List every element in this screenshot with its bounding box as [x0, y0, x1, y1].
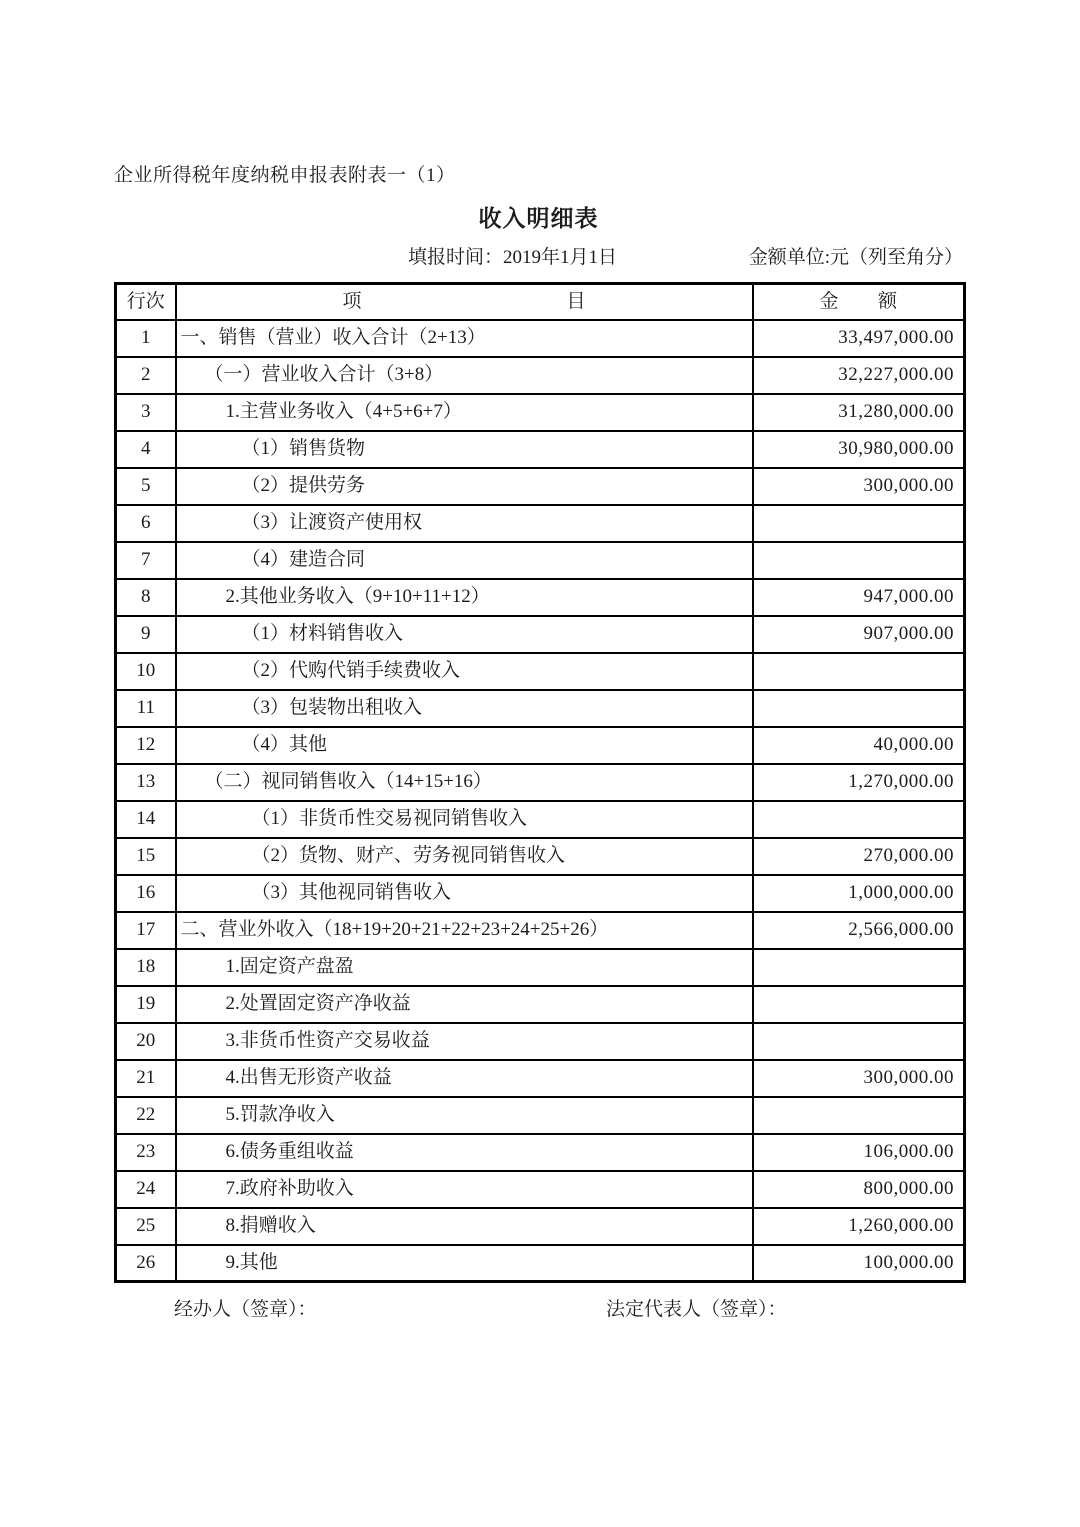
table-row — [116, 505, 965, 542]
page — [114, 163, 963, 1325]
table-row — [116, 727, 965, 764]
table-header-row — [116, 284, 965, 320]
header-item-label: 项目 — [342, 290, 586, 312]
row-item: （2）货物、财产、劳务视同销售收入 — [176, 838, 753, 875]
row-number: 26 — [116, 1245, 176, 1282]
row-item: 9.其他 — [176, 1245, 753, 1282]
row-amount: 300,000.00 — [753, 468, 965, 505]
row-amount — [753, 986, 965, 1023]
table-row — [116, 357, 965, 394]
row-number: 21 — [116, 1060, 176, 1097]
row-item: （1）销售货物 — [176, 431, 753, 468]
row-item: 1.固定资产盘盈 — [176, 949, 753, 986]
row-amount: 100,000.00 — [753, 1245, 965, 1282]
document-title: 收入明细表 — [478, 205, 599, 231]
table-row — [116, 690, 965, 727]
row-amount: 947,000.00 — [753, 579, 965, 616]
fill-date-label: 填报时间：2019年1月1日 — [408, 247, 618, 268]
row-item: 8.捐赠收入 — [176, 1208, 753, 1245]
table-row — [116, 764, 965, 801]
form-note: 企业所得税年度纳税申报表附表一（1） — [114, 165, 456, 186]
table-row — [116, 801, 965, 838]
row-number: 2 — [116, 357, 176, 394]
row-number: 7 — [116, 542, 176, 579]
row-item: 一、销售（营业）收入合计（2+13） — [176, 320, 753, 357]
row-number: 11 — [116, 690, 176, 727]
row-number: 4 — [116, 431, 176, 468]
row-number: 5 — [116, 468, 176, 505]
row-number: 1 — [116, 320, 176, 357]
row-amount: 270,000.00 — [753, 838, 965, 875]
table-row — [116, 949, 965, 986]
handler-signature-label: 经办人（签章）： — [174, 1299, 317, 1320]
table-row — [116, 1060, 965, 1097]
row-number: 20 — [116, 1023, 176, 1060]
row-amount — [753, 801, 965, 838]
row-number: 15 — [116, 838, 176, 875]
table-row — [116, 616, 965, 653]
table-row — [116, 912, 965, 949]
table-row — [116, 1023, 965, 1060]
row-amount: 31,280,000.00 — [753, 394, 965, 431]
header-amount-label: 金额 — [819, 290, 897, 312]
row-item: （3）包装物出租收入 — [176, 690, 753, 727]
table-row — [116, 1134, 965, 1171]
header-item — [176, 284, 753, 320]
row-amount — [753, 690, 965, 727]
row-amount: 106,000.00 — [753, 1134, 965, 1171]
table-row — [116, 1097, 965, 1134]
income-table-body — [116, 320, 965, 1282]
row-item: 2.其他业务收入（9+10+11+12） — [176, 579, 753, 616]
row-amount: 300,000.00 — [753, 1060, 965, 1097]
row-item: 7.政府补助收入 — [176, 1171, 753, 1208]
legal-representative-signature-label: 法定代表人（签章）： — [606, 1299, 787, 1320]
row-number: 13 — [116, 764, 176, 801]
row-number: 17 — [116, 912, 176, 949]
row-item: （二）视同销售收入（14+15+16） — [176, 764, 753, 801]
row-number: 10 — [116, 653, 176, 690]
row-amount — [753, 542, 965, 579]
row-number: 25 — [116, 1208, 176, 1245]
table-row — [116, 986, 965, 1023]
row-amount — [753, 949, 965, 986]
row-number: 23 — [116, 1134, 176, 1171]
row-amount: 1,270,000.00 — [753, 764, 965, 801]
row-item: （2）代购代销手续费收入 — [176, 653, 753, 690]
header-amount — [753, 284, 965, 320]
table-row — [116, 542, 965, 579]
row-item: （1）材料销售收入 — [176, 616, 753, 653]
row-item: 6.债务重组收益 — [176, 1134, 753, 1171]
table-row — [116, 579, 965, 616]
row-item: （2）提供劳务 — [176, 468, 753, 505]
row-item: 5.罚款净收入 — [176, 1097, 753, 1134]
row-amount: 800,000.00 — [753, 1171, 965, 1208]
row-number: 14 — [116, 801, 176, 838]
row-item: 2.处置固定资产净收益 — [176, 986, 753, 1023]
row-number: 6 — [116, 505, 176, 542]
row-amount: 33,497,000.00 — [753, 320, 965, 357]
table-row — [116, 653, 965, 690]
row-number: 16 — [116, 875, 176, 912]
row-amount: 1,260,000.00 — [753, 1208, 965, 1245]
row-item: （1）非货币性交易视同销售收入 — [176, 801, 753, 838]
row-item: （4）其他 — [176, 727, 753, 764]
meta-row — [114, 245, 963, 271]
table-row — [116, 320, 965, 357]
table-row — [116, 1171, 965, 1208]
row-item: 4.出售无形资产收益 — [176, 1060, 753, 1097]
table-row — [116, 1245, 965, 1282]
signature-footer — [114, 1295, 963, 1325]
table-row — [116, 394, 965, 431]
row-number: 8 — [116, 579, 176, 616]
row-item: 1.主营业务收入（4+5+6+7） — [176, 394, 753, 431]
row-item: （3）其他视同销售收入 — [176, 875, 753, 912]
row-item: 3.非货币性资产交易收益 — [176, 1023, 753, 1060]
row-number: 19 — [116, 986, 176, 1023]
row-number: 3 — [116, 394, 176, 431]
row-item: （3）让渡资产使用权 — [176, 505, 753, 542]
row-number: 9 — [116, 616, 176, 653]
income-table — [114, 282, 966, 1283]
row-number: 18 — [116, 949, 176, 986]
row-amount: 907,000.00 — [753, 616, 965, 653]
row-number: 12 — [116, 727, 176, 764]
row-amount: 2,566,000.00 — [753, 912, 965, 949]
row-amount: 40,000.00 — [753, 727, 965, 764]
table-row — [116, 875, 965, 912]
row-item: （4）建造合同 — [176, 542, 753, 579]
row-amount — [753, 653, 965, 690]
table-row — [116, 468, 965, 505]
row-number: 22 — [116, 1097, 176, 1134]
table-row — [116, 838, 965, 875]
row-amount — [753, 505, 965, 542]
row-number: 24 — [116, 1171, 176, 1208]
table-row — [116, 1208, 965, 1245]
row-item: 二、营业外收入（18+19+20+21+22+23+24+25+26） — [176, 912, 753, 949]
header-row-no: 行次 — [116, 284, 176, 320]
row-item: （一）营业收入合计（3+8） — [176, 357, 753, 394]
row-amount: 1,000,000.00 — [753, 875, 965, 912]
row-amount — [753, 1023, 965, 1060]
row-amount — [753, 1097, 965, 1134]
row-amount: 30,980,000.00 — [753, 431, 965, 468]
row-amount: 32,227,000.00 — [753, 357, 965, 394]
table-row — [116, 431, 965, 468]
unit-label: 金额单位:元（列至角分） — [748, 247, 963, 268]
